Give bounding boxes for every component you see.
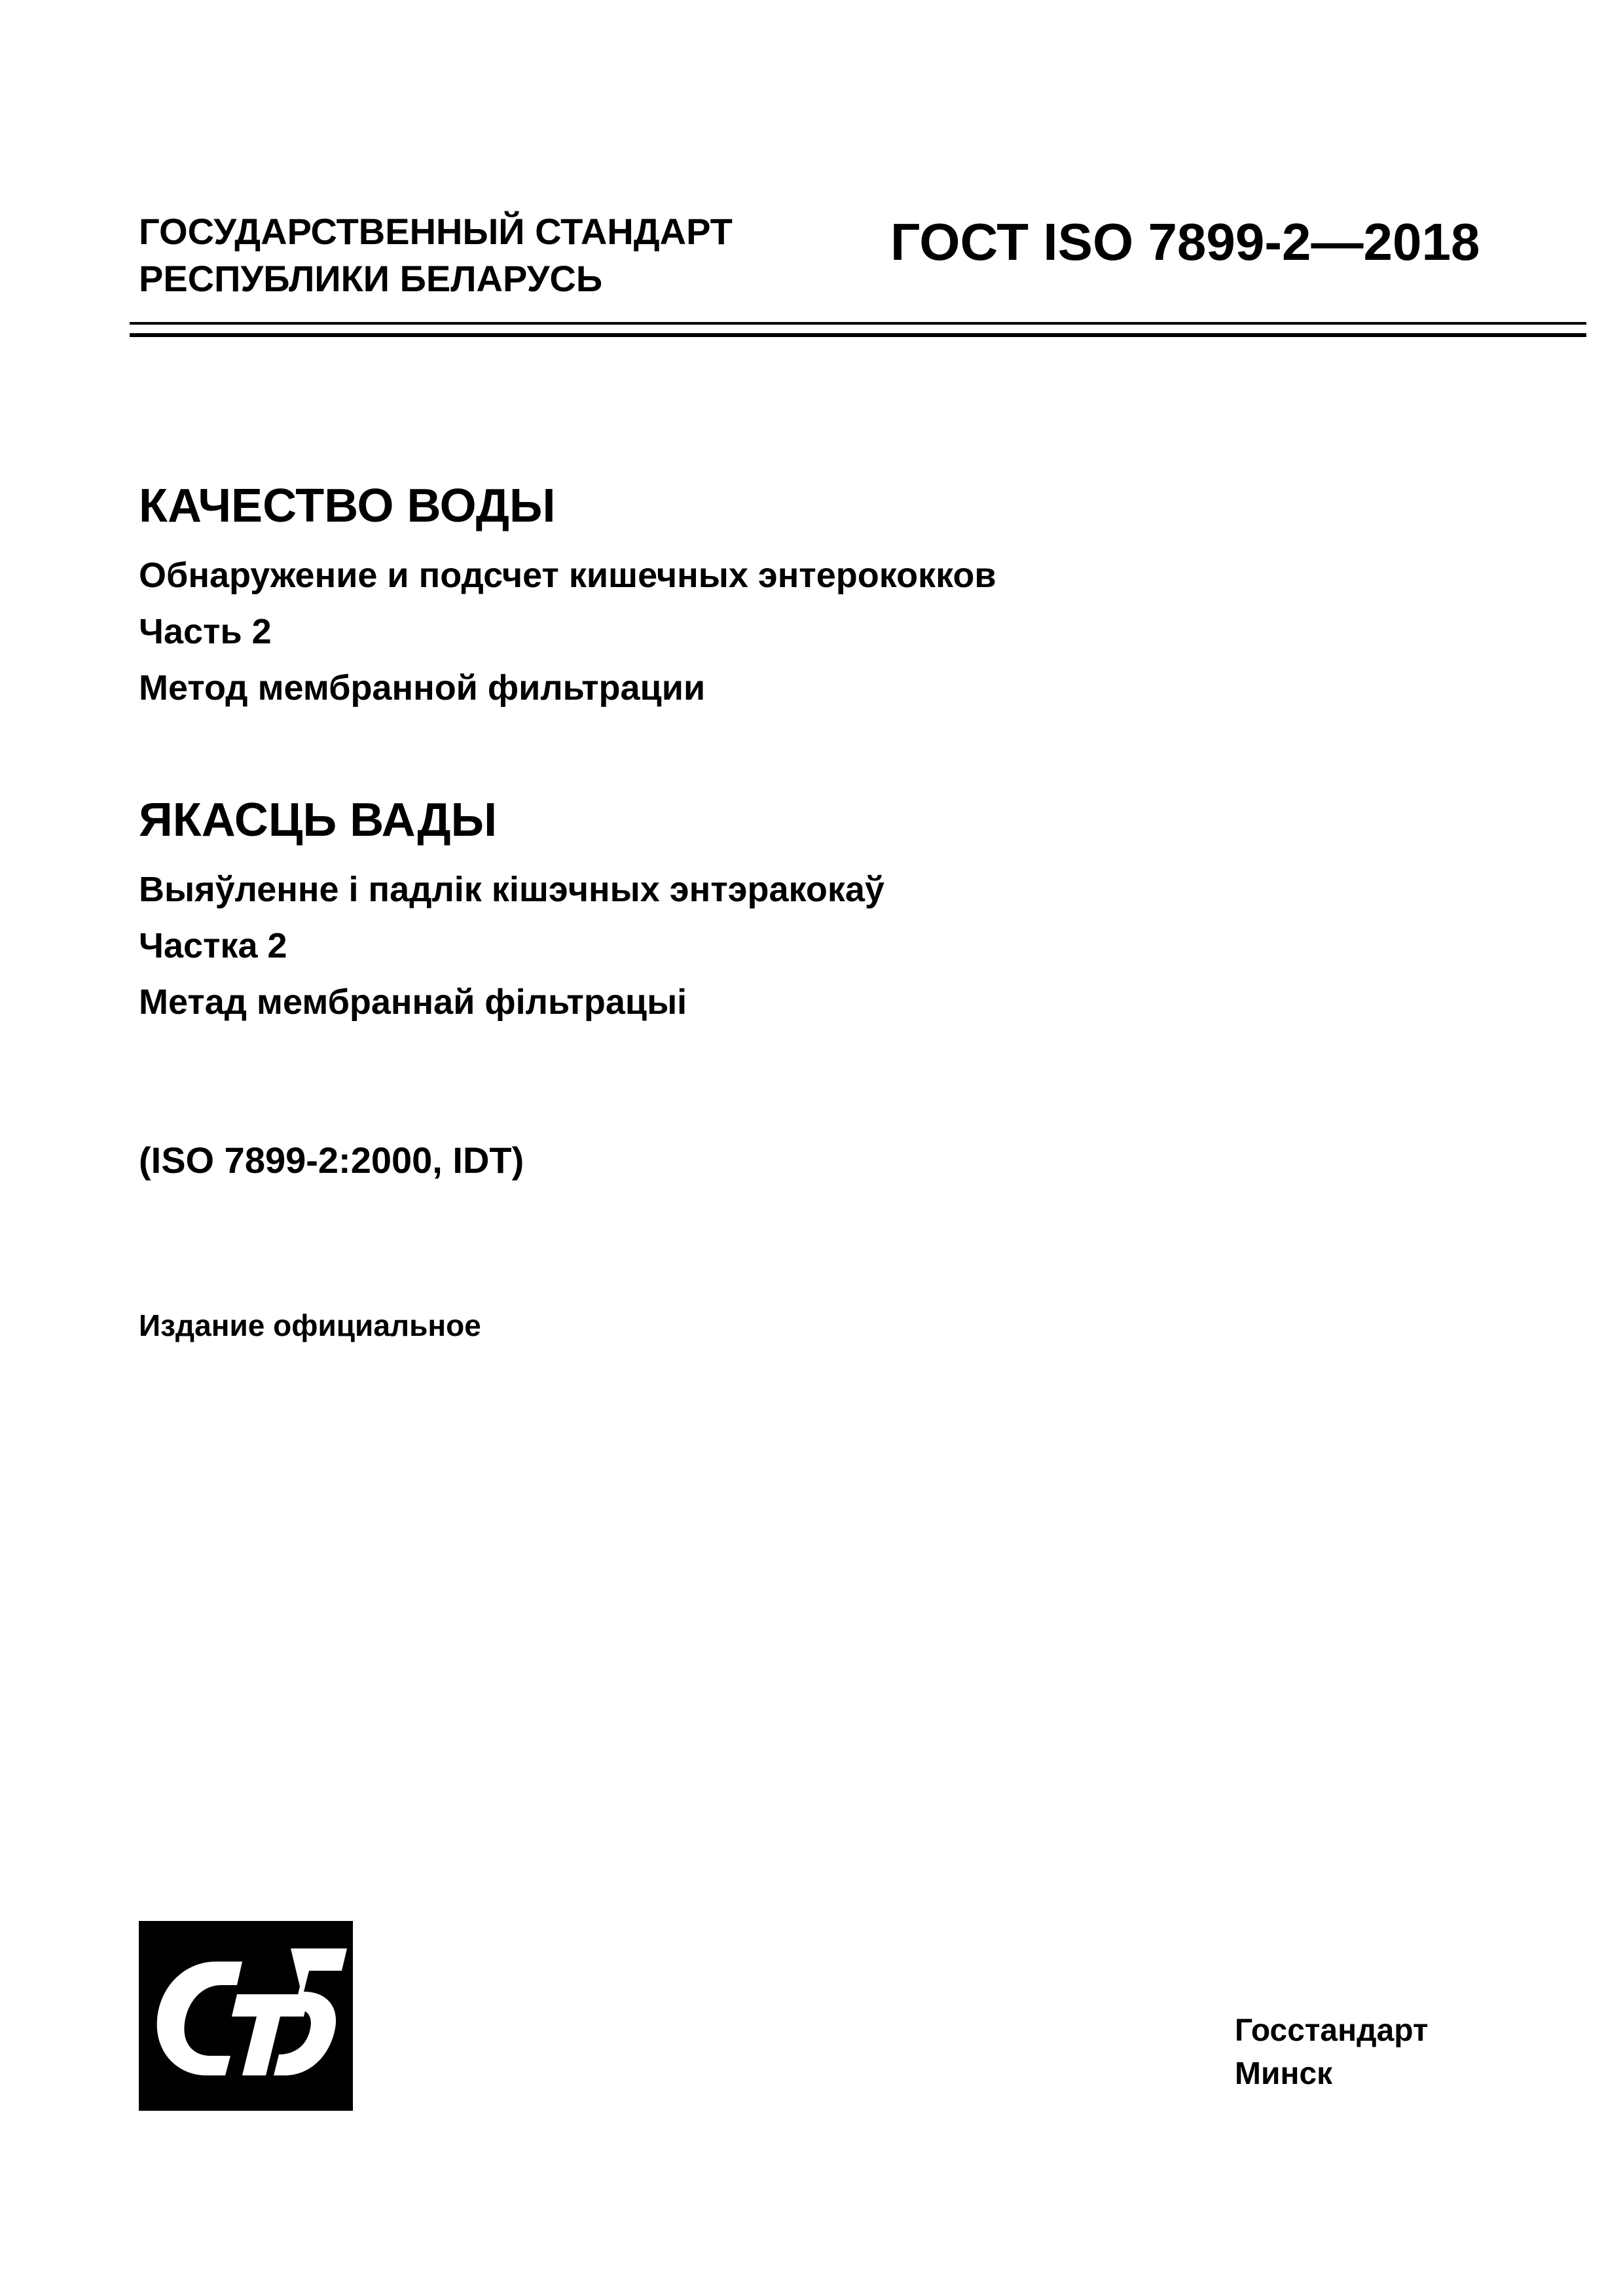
title-be-line-3: Метад мембраннай фільтрацыі: [139, 982, 687, 1022]
title-russian: [139, 476, 996, 716]
publisher-city: Минск: [1235, 2056, 1333, 2091]
iso-reference: (ISO 7899-2:2000, IDT): [139, 1139, 524, 1181]
title-be-main: ЯКАСЦЬ ВАДЫ: [139, 794, 498, 846]
standard-number: ГОСТ ISO 7899-2—2018: [890, 213, 1480, 271]
title-ru-line-2: Часть 2: [139, 612, 272, 651]
publisher-name: Госстандарт: [1235, 2013, 1429, 2048]
title-ru-line-1: Обнаружение и подсчет кишечных энтерококков: [139, 556, 996, 595]
title-be-line-2: Частка 2: [139, 926, 287, 965]
title-belarusian: [139, 791, 884, 1030]
stb-logo-graphic: [139, 1921, 353, 2111]
title-be-line-1: Выяўленне і падлік кішэчных энтэракокаў: [139, 870, 884, 909]
issuer-block: [139, 208, 733, 302]
title-ru-line-3: Метод мембранной фильтрации: [139, 668, 706, 708]
issuer-line-1: ГОСУДАРСТВЕННЫЙ СТАНДАРТ: [139, 211, 733, 252]
stb-logo-icon: [139, 1921, 353, 2111]
title-ru-main: КАЧЕСТВО ВОДЫ: [139, 480, 556, 532]
header-divider-thick: [130, 333, 1586, 337]
issuer-line-2: РЕСПУБЛИКИ БЕЛАРУСЬ: [139, 258, 603, 299]
edition-label: Издание официальное: [139, 1308, 481, 1342]
publisher-block: [1235, 2009, 1428, 2096]
header-divider-thin: [130, 322, 1586, 325]
